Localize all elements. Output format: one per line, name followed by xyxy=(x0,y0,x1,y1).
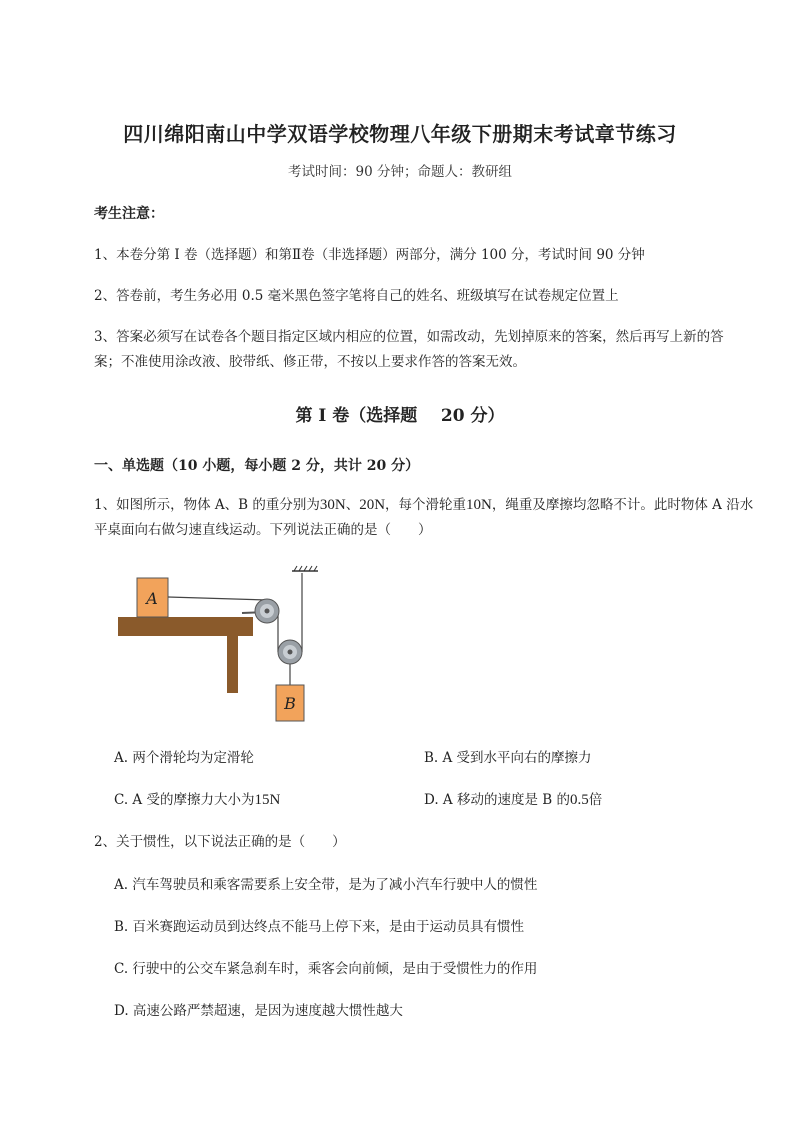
page-title: 四川绵阳南山中学双语学校物理八年级下册期末考试章节练习 xyxy=(123,122,677,146)
block-a-label: A xyxy=(146,589,158,608)
option-a[interactable]: A. 两个滑轮均为定滑轮 xyxy=(114,750,254,766)
question-2-stem: 2、关于惯性，以下说法正确的是（ ） xyxy=(94,834,346,850)
option-a[interactable]: A. 汽车驾驶员和乘客需要系上安全带，是为了减小汽车行驶中人的惯性 xyxy=(114,877,538,893)
part-title: 一、单选题（10 小题，每小题 2 分，共计 20 分） xyxy=(94,458,420,474)
option-b[interactable]: B. A 受到水平向右的摩擦力 xyxy=(424,750,592,766)
notice-item: 3、答案必须写在试卷各个题目指定区域内相应的位置，如需改动，先划掉原来的答案，然后再写上新的答案；不准使用涂改液、胶带纸、修正带，不按以上要求作答的答案无效。 xyxy=(94,329,724,370)
option-value: 0.5 xyxy=(569,792,589,808)
option-c[interactable]: C. 行驶中的公交车紧急刹车时，乘客会向前倾，是由于受惯性力的作用 xyxy=(114,961,538,977)
block-b xyxy=(276,685,304,721)
movable-pulley xyxy=(278,640,302,664)
notice-item: 1、本卷分第 I 卷（选择题）和第Ⅱ卷（非选择题）两部分，满分 100 分，考试时间 90 分钟 xyxy=(94,247,645,263)
notice-item: 2、答卷前，考生务必用 0.5 毫米黑色签字笔将自己的姓名、班级填写在试卷规定位置上 xyxy=(94,288,619,304)
option-b[interactable]: B. 百米赛跑运动员到达终点不能马上停下来，是由于运动员具有惯性 xyxy=(114,919,525,935)
block-a xyxy=(137,578,168,617)
notice-heading: 考生注意： xyxy=(94,206,164,222)
section-title: 第 I 卷（选择题 20 分） xyxy=(295,406,505,426)
option-text: C. A 受的摩擦力大小为 xyxy=(114,792,255,808)
option-d[interactable]: D. 高速公路严禁超速，是因为速度越大惯性越大 xyxy=(114,1003,403,1019)
stem-text: ，绳重及摩擦均忽略不计。此时物体 A 沿水平桌面向右做匀速直线运动。下列说法正确的是（ ） xyxy=(94,497,754,538)
stem-value: 30N xyxy=(319,497,346,513)
ceiling-mount xyxy=(292,566,318,571)
option-c[interactable] xyxy=(114,790,280,810)
option-text: 倍 xyxy=(588,792,603,808)
option-d[interactable] xyxy=(424,790,602,810)
stem-text: 、 xyxy=(345,497,360,513)
stem-text: ，每个滑轮重 xyxy=(385,497,467,513)
stem-value: 20N xyxy=(359,497,386,513)
table xyxy=(118,617,253,693)
block-b-label: B xyxy=(284,694,296,713)
pulley-figure xyxy=(110,563,330,728)
stem-text: 1、如图所示，物体 A、B 的重分别为 xyxy=(94,497,320,513)
option-value: 15N xyxy=(254,792,281,808)
stem-value: 10N xyxy=(466,497,492,513)
exam-info: 考试时间：90 分钟；命题人：教研组 xyxy=(288,164,512,180)
question-1-stem xyxy=(94,493,754,543)
option-text: D. A 移动的速度是 B 的 xyxy=(424,792,570,808)
